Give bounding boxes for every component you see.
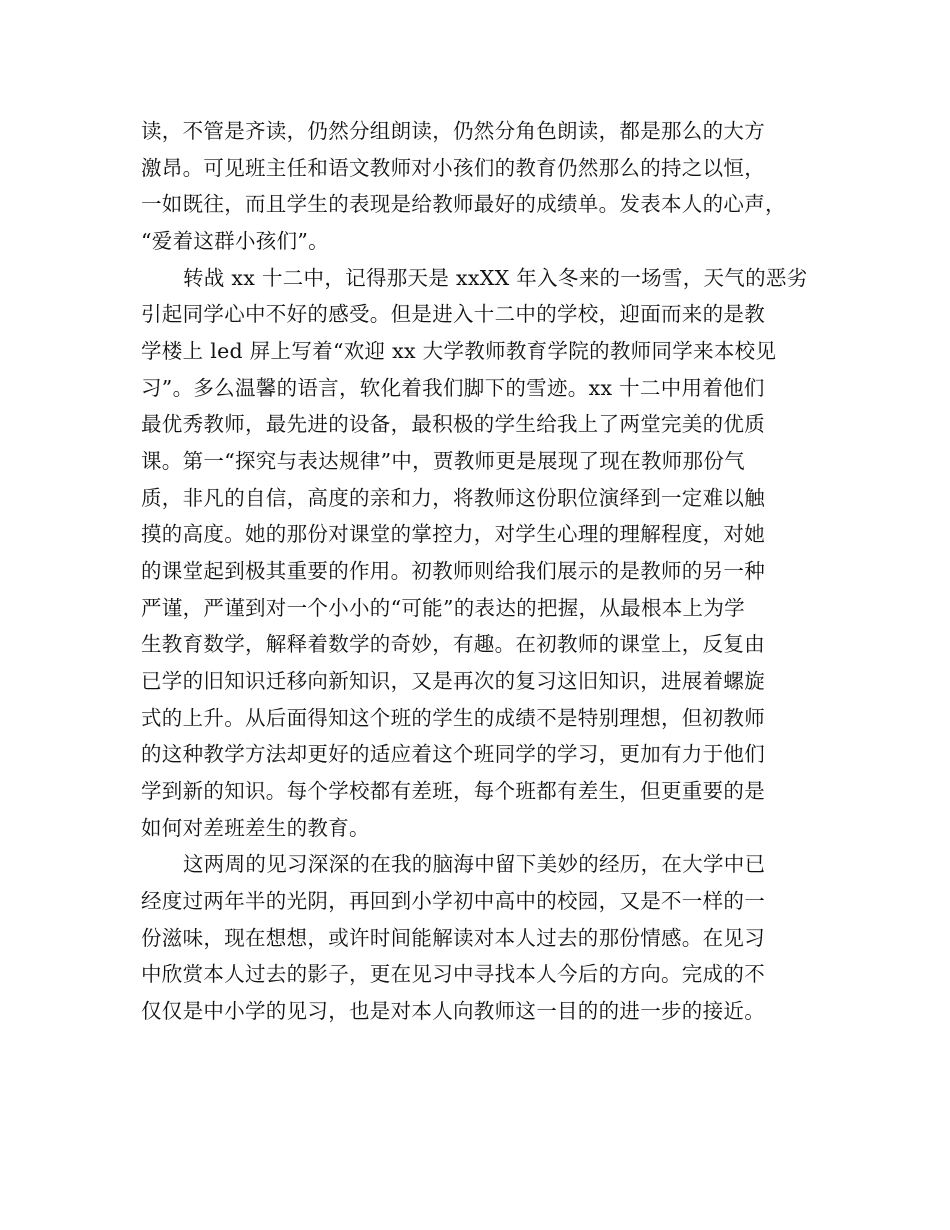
text-line: 习”。多么温馨的语言，软化着我们脚下的雪迹。xx 十二中用着他们	[141, 376, 765, 400]
text-line: 式的上升。从后面得知这个班的学生的成绩不是特别理想，但初教师	[141, 706, 765, 730]
text-line: 学到新的知识。每个学校都有差班，每个班都有差生，但更重要的是	[141, 779, 765, 803]
text-line: 引起同学心中不好的感受。但是进入十二中的学校，迎面而来的是教	[141, 302, 765, 326]
text-line: 读，不管是齐读，仍然分组朗读，仍然分角色朗读，都是那么的大方	[141, 119, 765, 143]
text-line: 摸的高度。她的那份对课堂的掌控力，对学生心理的理解程度，对她	[141, 522, 765, 546]
text-line: 最优秀教师，最先进的设备，最积极的学生给我上了两堂完美的优质	[141, 412, 765, 436]
text-line: 已学的旧知识迁移向新知识，又是再次的复习这旧知识，进展着螺旋	[141, 669, 765, 693]
text-line: 学楼上 led 屏上写着“欢迎 xx 大学教师教育学院的教师同学来本校见	[141, 339, 777, 363]
text-line: 课。第一“探究与表达规律”中，贾教师更是展现了现在教师那份气	[141, 449, 745, 473]
text-line: 一如既往，而且学生的表现是给教师最好的成绩单。发表本人的心声，	[141, 192, 786, 216]
text-line: 如何对差班差生的教育。	[141, 816, 370, 840]
paragraph-first-line: 这两周的见习深深的在我的脑海中留下美妙的经历，在大学中已	[183, 852, 766, 876]
text-line: 中欣赏本人过去的影子，更在见习中寻找本人今后的方向。完成的不	[141, 962, 765, 986]
text-line: 生教育数学，解释着数学的奇妙，有趣。在初教师的课堂上，反复由	[141, 632, 765, 656]
text-line: 经度过两年半的光阴，再回到小学初中高中的校园，又是不一样的一	[141, 889, 765, 913]
text-line: 激昂。可见班主任和语文教师对小孩们的教育仍然那么的持之以恒，	[141, 156, 765, 180]
text-line: “爱着这群小孩们”。	[141, 229, 329, 253]
text-line: 质，非凡的自信，高度的亲和力，将教师这份职位演绎到一定难以触	[141, 486, 765, 510]
paragraph-first-line: 转战 xx 十二中，记得那天是 xxXX 年入冬来的一场雪，天气的恶劣	[183, 266, 808, 290]
text-line: 严谨，严谨到对一个小小的“可能”的表达的把握，从最根本上为学	[141, 596, 745, 620]
text-line: 仅仅是中小学的见习，也是对本人向教师这一目的的进一步的接近。	[141, 999, 765, 1023]
text-line: 的这种教学方法却更好的适应着这个班同学的学习，更加有力于他们	[141, 742, 765, 766]
text-line: 的课堂起到极其重要的作用。初教师则给我们展示的是教师的另一种	[141, 559, 765, 583]
text-line: 份滋味，现在想想，或许时间能解读对本人过去的那份情感。在见习	[141, 926, 765, 950]
